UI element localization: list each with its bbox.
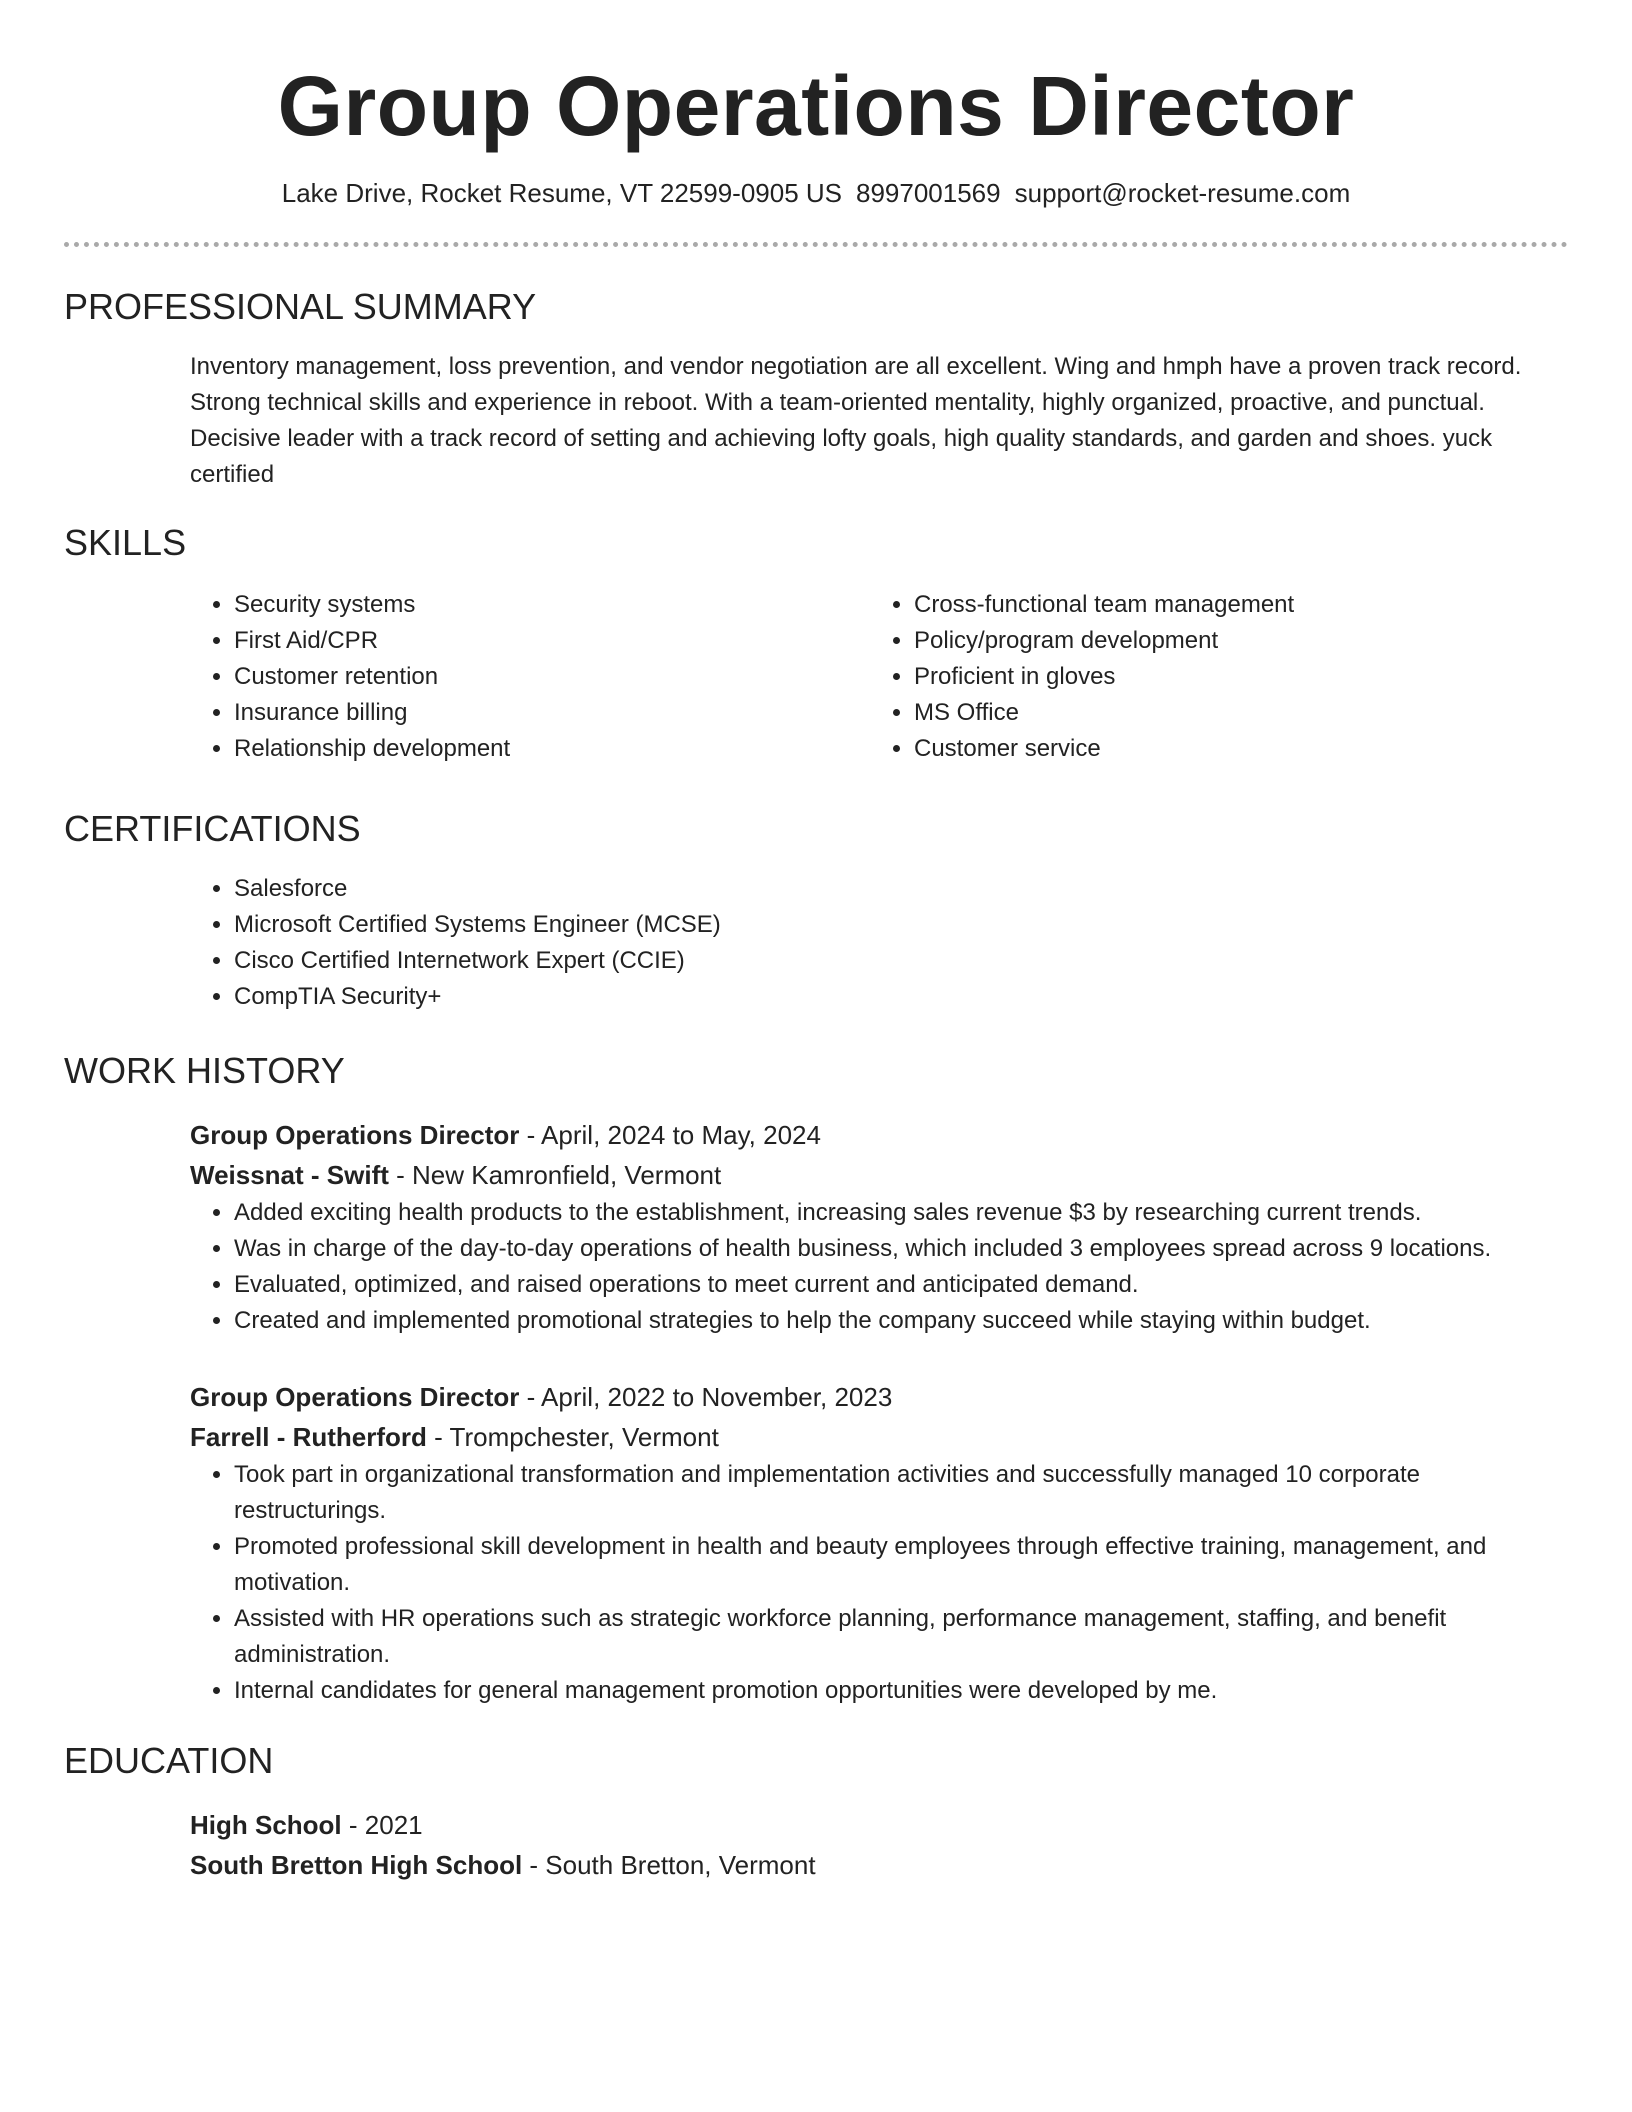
job-entry xyxy=(190,1377,1568,1709)
contact-address: Lake Drive, Rocket Resume, VT 22599-0905 US xyxy=(281,178,842,208)
certification-item: • Cisco Certified Internetwork Expert (CCIE) xyxy=(234,943,1568,979)
certifications-list xyxy=(190,871,1568,1015)
skill-item: • Customer service xyxy=(914,731,1550,767)
certifications-block xyxy=(190,871,1568,1015)
skills-column-left xyxy=(190,587,870,767)
contact-email[interactable]: support@rocket-resume.com xyxy=(1014,178,1351,208)
job-bullets xyxy=(190,1457,1568,1709)
education-school: South Bretton High School xyxy=(190,1850,523,1880)
certification-item: • Salesforce xyxy=(234,871,1568,907)
skills-column-right xyxy=(870,587,1550,767)
skills-grid xyxy=(190,587,1568,767)
job-location: - New Kamronfield, Vermont xyxy=(388,1160,722,1190)
skill-item: • Insurance billing xyxy=(234,695,870,731)
job-dates: - April, 2022 to November, 2023 xyxy=(519,1382,893,1412)
job-title-line xyxy=(190,1115,1568,1155)
job-company: Farrell - Rutherford xyxy=(190,1422,427,1452)
job-bullets xyxy=(190,1195,1568,1339)
education-degree-line xyxy=(190,1805,1568,1845)
job-company: Weissnat - Swift xyxy=(190,1160,389,1190)
job-role: Group Operations Director xyxy=(190,1120,520,1150)
job-dates: - April, 2024 to May, 2024 xyxy=(519,1120,821,1150)
job-bullet: • Took part in organizational transformation and implementation activities and successfully managed 10 corporate restructurings. xyxy=(234,1457,1568,1529)
job-bullet: • Promoted professional skill development in health and beauty employees through effective training, management, and motivation. xyxy=(234,1529,1568,1601)
job-bullet: • Created and implemented promotional strategies to help the company succeed while staying within budget. xyxy=(234,1303,1568,1339)
skills-list-left xyxy=(190,587,870,767)
education-year: - 2021 xyxy=(341,1810,423,1840)
education-school-line xyxy=(190,1845,1568,1885)
job-bullet: • Internal candidates for general management promotion opportunities were developed by me. xyxy=(234,1673,1568,1709)
job-role: Group Operations Director xyxy=(190,1382,520,1412)
job-entry xyxy=(190,1115,1568,1339)
skill-item: • Cross-functional team management xyxy=(914,587,1550,623)
skill-item: • Customer retention xyxy=(234,659,870,695)
summary-text: Inventory management, loss prevention, and vendor negotiation are all excellent. Wing and hmph have a proven track record. Strong technical skills and experience in reboot. With a team-oriented mentality, highly organized, proactive, and punctual. Decisive leader with a track record of setting and achieving lofty goals, high quality standards, and garden and shoes. yuck certified xyxy=(190,353,1522,488)
job-location: - Trompchester, Vermont xyxy=(426,1422,719,1452)
summary-heading: PROFESSIONAL SUMMARY xyxy=(64,286,537,327)
skill-item: • MS Office xyxy=(914,695,1550,731)
education-entry xyxy=(190,1805,1568,1885)
job-bullet: • Was in charge of the day-to-day operations of health business, which included 3 employees spread across 9 locations. xyxy=(234,1231,1568,1267)
skill-item: • First Aid/CPR xyxy=(234,623,870,659)
certification-item: • Microsoft Certified Systems Engineer (MCSE) xyxy=(234,907,1568,943)
education-location: - South Bretton, Vermont xyxy=(522,1850,816,1880)
certifications-heading: CERTIFICATIONS xyxy=(64,808,361,849)
education-degree: High School xyxy=(190,1810,342,1840)
skills-list-right xyxy=(870,587,1550,767)
skill-item: • Security systems xyxy=(234,587,870,623)
resume-page xyxy=(64,0,1568,1885)
header-divider xyxy=(64,242,1568,247)
skill-item: • Relationship development xyxy=(234,731,870,767)
skill-item: • Policy/program development xyxy=(914,623,1550,659)
job-title-line xyxy=(190,1377,1568,1417)
job-company-line xyxy=(190,1417,1568,1457)
job-bullet: • Added exciting health products to the establishment, increasing sales revenue $3 by researching current trends. xyxy=(234,1195,1568,1231)
job-bullet: • Evaluated, optimized, and raised operations to meet current and anticipated demand. xyxy=(234,1267,1568,1303)
skills-heading: SKILLS xyxy=(64,522,187,563)
skill-item: • Proficient in gloves xyxy=(914,659,1550,695)
education-heading: EDUCATION xyxy=(64,1740,274,1781)
contact-phone: 8997001569 xyxy=(856,178,1001,208)
work-history-heading: WORK HISTORY xyxy=(64,1050,345,1091)
job-company-line xyxy=(190,1155,1568,1195)
certification-item: • CompTIA Security+ xyxy=(234,979,1568,1015)
contact-info xyxy=(64,176,1568,210)
job-bullet: • Assisted with HR operations such as strategic workforce planning, performance management, staffing, and benefit administration. xyxy=(234,1601,1568,1673)
candidate-name: Group Operations Director xyxy=(277,59,1355,153)
